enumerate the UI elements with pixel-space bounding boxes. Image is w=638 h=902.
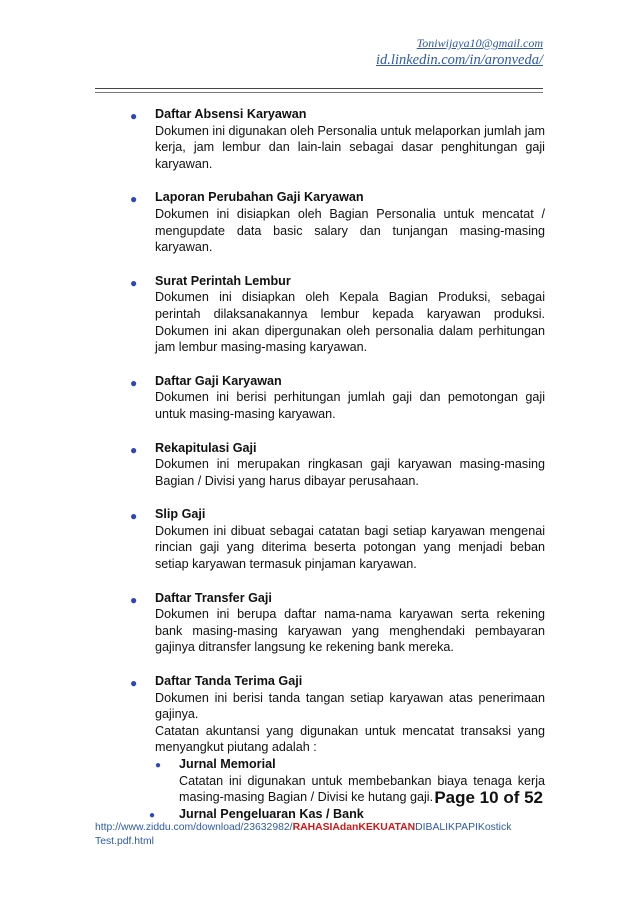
item-title: Daftar Absensi Karyawan	[155, 107, 307, 121]
item-title: Daftar Gaji Karyawan	[155, 373, 282, 388]
list-item	[0, 506, 638, 572]
list-item	[0, 106, 638, 172]
footer-link[interactable]	[95, 821, 555, 849]
sub-item-title: Jurnal Memorial	[179, 757, 276, 771]
item-title: Surat Perintah Lembur	[155, 273, 291, 288]
item-title: Daftar Transfer Gaji	[155, 590, 272, 605]
bullet-icon: ●	[130, 275, 138, 290]
page-number: Page 10 of 52	[434, 788, 543, 807]
bullet-icon: ●	[149, 809, 156, 821]
item-title: Slip Gaji	[155, 507, 206, 522]
footer-url-line2: Test.pdf.html	[95, 836, 154, 847]
item-description: Dokumen ini merupakan ringkasan gaji karyawan masing-masing Bagian / Divisi yang harus dibayar perusahaan.	[155, 457, 545, 488]
bullet-icon: ●	[130, 192, 138, 207]
sub-item-description: Catatan ini digunakan untuk membebankan biaya tenaga kerja masing-masing Bagian / Divisi ke hutang gaji.	[179, 773, 545, 805]
bullet-icon: ●	[130, 509, 138, 524]
list-item	[0, 440, 638, 490]
header-rule-thin	[95, 92, 543, 93]
bullet-icon: ●	[155, 760, 162, 771]
item-description: Dokumen ini disiapkan oleh Bagian Personalia untuk mencatat / mengupdate data basic salary dan tunjangan masing-masing karyawan.	[155, 206, 545, 255]
footer-url-end: DIBALIKPAPIKostick	[415, 822, 512, 833]
header-rule	[95, 88, 543, 89]
document-body	[0, 106, 638, 839]
list-item	[0, 273, 638, 356]
header-linkedin-link[interactable]: id.linkedin.com/in/aronveda/	[376, 52, 543, 68]
item-title: Rekapitulasi Gaji	[155, 440, 257, 455]
sub-list-item	[149, 806, 638, 823]
list-item	[0, 590, 638, 656]
footer-url-highlight: RAHASIAdanKEKUATAN	[292, 822, 416, 833]
list-item	[0, 189, 638, 255]
header-email-link[interactable]: Toniwijaya10@gmail.com	[416, 36, 543, 50]
item-description: Dokumen ini berisi tanda tangan setiap karyawan atas penerimaan gajinya.	[155, 690, 545, 722]
bullet-icon: ●	[130, 109, 138, 123]
bullet-icon: ●	[130, 442, 138, 457]
item-description: Dokumen ini disiapkan oleh Kepala Bagian Produksi, sebagai perintah dilaksanakannya lembur kepada karyawan produksi. Dokumen ini akan dipergunakan oleh personalia dalam perhitungan jam lembur masing-masing karyawan.	[155, 290, 545, 355]
item-description-note: Catatan akuntansi yang digunakan untuk mencatat transaksi yang menyangkut piutang adalah :	[155, 723, 545, 755]
item-description: Dokumen ini berisi perhitungan jumlah gaji dan pemotongan gaji untuk masing-masing karyawan.	[155, 390, 545, 421]
bullet-icon: ●	[130, 592, 138, 607]
item-title: Daftar Tanda Terima Gaji	[155, 674, 303, 689]
footer-url-start: http://www.ziddu.com/download/23632982/	[95, 822, 293, 833]
bullet-icon: ●	[130, 676, 138, 691]
item-title: Laporan Perubahan Gaji Karyawan	[155, 190, 364, 205]
bullet-icon: ●	[130, 375, 138, 390]
item-description: Dokumen ini berupa daftar nama-nama karyawan serta rekening bank masing-masing karyawan yang menghendaki pembayaran gajinya ditransfer langsung ke rekening bank mereka.	[155, 607, 545, 655]
sub-item-title: Jurnal Pengeluaran Kas / Bank	[179, 806, 364, 821]
item-description: Dokumen ini digunakan oleh Personalia untuk melaporkan jumlah jam kerja, jam lembur dan lain-lain sebagai dasar penghitungan gaji karyawan.	[155, 123, 545, 171]
list-item	[0, 373, 638, 423]
item-description: Dokumen ini dibuat sebagai catatan bagi setiap karyawan mengenai rincian gaji yang diterima beserta potongan yang menjadi beban setiap karyawan termasuk pinjaman karyawan.	[155, 523, 545, 572]
